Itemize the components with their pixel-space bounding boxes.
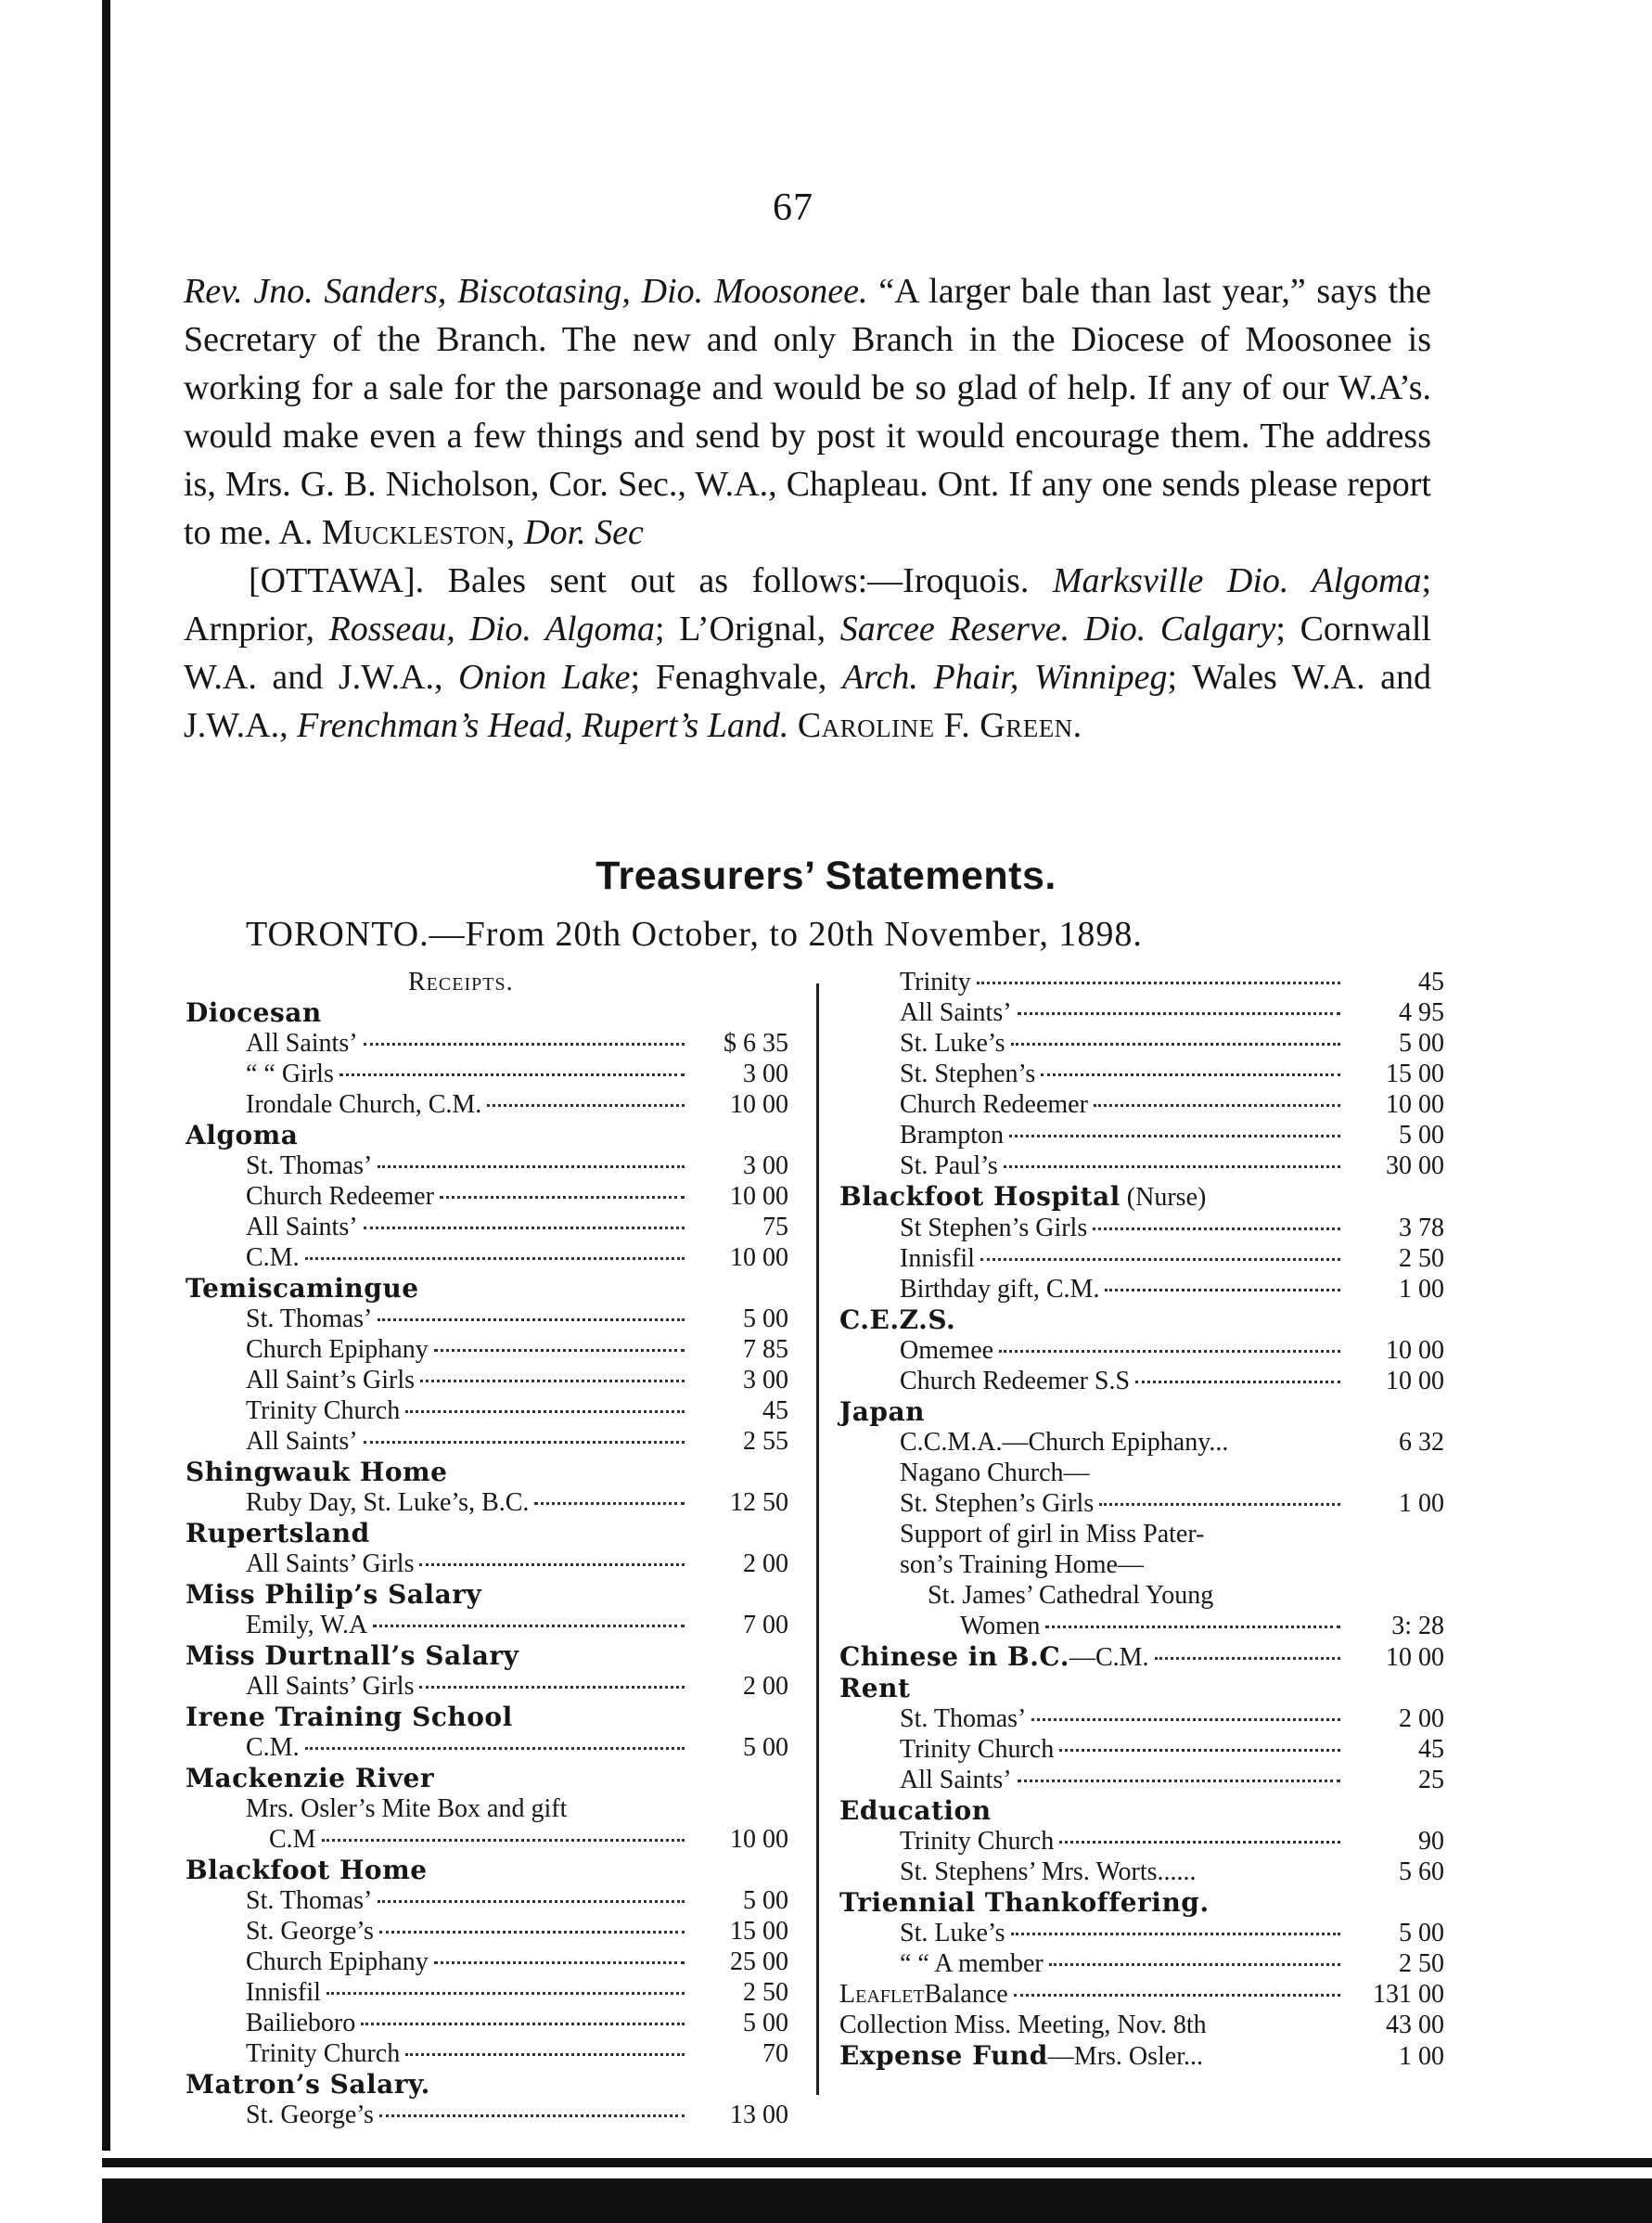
intro-paragraph-1 — [184, 267, 1431, 557]
group-title: Irene Training School — [186, 1702, 513, 1732]
entry-text: Support of girl in Miss Pater- — [900, 1520, 1205, 1548]
entry-label: Collection Miss. Meeting, Nov. 8th — [839, 2011, 1207, 2039]
entry-label: Birthday gift, C.M. — [900, 1275, 1100, 1304]
entry-row — [186, 1885, 788, 1916]
entry-label: Trinity Church — [246, 2039, 401, 2068]
entry-label: Innisfil — [900, 1244, 975, 1273]
entry-row — [186, 1916, 788, 1947]
entry-row — [839, 1979, 1444, 2010]
entry-label: Church Redeemer — [246, 1182, 434, 1211]
entry-label: Innisfil — [246, 1978, 321, 2007]
entry-amount: 5 00 — [743, 2009, 788, 2037]
entry-amount: 3 00 — [743, 1151, 788, 1180]
entry-row — [186, 1977, 788, 2008]
entry-label: St. Luke’s — [900, 1029, 1005, 1058]
page-number: 67 — [773, 186, 813, 229]
entry-label: All Saints’ — [246, 1029, 358, 1058]
leader-dots — [373, 1625, 685, 1627]
entry-row — [186, 1732, 788, 1763]
leader-dots — [1041, 1073, 1340, 1076]
entry-amount: 10 00 — [730, 1182, 788, 1211]
entry-amount: 5 00 — [1399, 1919, 1444, 1947]
entry-amount: 10 00 — [730, 1243, 788, 1272]
entry-row — [186, 1304, 788, 1334]
group-title: Diocesan — [186, 997, 322, 1028]
entry-row — [839, 1765, 1444, 1795]
entry-label: St. Thomas’ — [246, 1304, 373, 1333]
entry-label: Bailieboro — [246, 2009, 356, 2037]
group-title: Mackenzie River — [186, 1763, 435, 1793]
leader-dots — [364, 1043, 685, 1046]
page-edge-bar — [102, 0, 110, 2152]
leader-dots — [434, 1961, 685, 1964]
p2-h: Sarcee Reserve. Dio. Calgary — [839, 610, 1276, 649]
entry-amount: 3 78 — [1399, 1214, 1444, 1242]
leader-dots — [339, 1073, 685, 1076]
entry-label: All Saints’ — [246, 1213, 358, 1241]
entry-label-prefix: Leaflet — [839, 1980, 925, 2009]
leader-dots — [1011, 1933, 1340, 1935]
group-note: (Nurse) — [1120, 1183, 1207, 1212]
intro-signer: Muckleston, — [321, 513, 516, 552]
entry-amount: 45 — [1418, 1735, 1444, 1764]
leader-dots — [487, 1104, 685, 1107]
leader-dots — [1018, 1780, 1340, 1782]
entry-amount: 6 32 — [1399, 1428, 1444, 1457]
entry-amount: 25 — [1418, 1766, 1444, 1794]
intro-signer-role: Dor. Sec — [515, 513, 644, 552]
intro-text — [184, 267, 1431, 750]
entry-label: St Stephen’s Girls — [900, 1214, 1088, 1242]
leader-dots — [378, 1318, 685, 1321]
entry-row — [186, 1059, 788, 1089]
entry-row — [186, 1671, 788, 1702]
entry-text: Nagano Church— — [900, 1458, 1090, 1487]
intro-author: Rev. Jno. Sanders, Biscotasing, Dio. Moosonee. — [184, 272, 868, 311]
leader-dots — [434, 1349, 685, 1352]
entry-label: St. Thomas’ — [246, 1151, 373, 1180]
leader-dots — [379, 1931, 685, 1934]
left-column — [186, 967, 788, 2130]
p2-j: Onion Lake — [458, 658, 631, 697]
leader-dots — [1094, 1104, 1340, 1107]
leader-dots — [1059, 1749, 1340, 1752]
entry-amount: 4 95 — [1399, 998, 1444, 1027]
entry-row — [839, 1918, 1444, 1948]
entry-amount: 1 00 — [1399, 2042, 1444, 2071]
entry-label: —Mrs. Osler... — [1047, 2042, 1204, 2071]
group-title: Japan — [839, 1396, 925, 1427]
entry-amount: 15 00 — [1386, 1060, 1444, 1088]
entry-amount: 43 00 — [1386, 2011, 1444, 2039]
group-title: Algoma — [186, 1120, 299, 1150]
leader-dots — [1093, 1227, 1340, 1230]
leader-dots — [420, 1380, 685, 1382]
entry-amount: 5 00 — [743, 1733, 788, 1762]
entry-row — [839, 2040, 1444, 2072]
leader-dots — [364, 1441, 685, 1444]
leader-dots — [1018, 1012, 1340, 1015]
p2-c — [1203, 561, 1227, 600]
entry-label: Church Epiphany — [246, 1335, 429, 1364]
entry-label: All Saints’ — [246, 1427, 358, 1456]
leader-dots — [440, 1196, 685, 1199]
statements-subtitle: TORONTO.—From 20th October, to 20th November, 1898. — [246, 915, 1143, 954]
section-title: Treasurers’ Statements. — [595, 854, 1057, 898]
entry-label: All Saints’ — [900, 1766, 1012, 1794]
group-title: Triennial Thankoffering. — [839, 1887, 1210, 1918]
entry-label: St. George’s — [246, 1917, 374, 1946]
leader-dots — [1031, 1718, 1340, 1721]
entry-label: All Saint’s Girls — [246, 1366, 416, 1394]
entry-row — [186, 1548, 788, 1579]
leader-dots — [1004, 1165, 1340, 1168]
entry-text: St. James’ Cathedral Young — [928, 1581, 1214, 1610]
entry-amount: 5 00 — [1399, 1121, 1444, 1150]
entry-amount: 131 00 — [1373, 1980, 1444, 2009]
entry-label: Church Epiphany — [246, 1947, 429, 1976]
entry-amount: 75 — [762, 1213, 788, 1241]
group-title: Shingwauk Home — [186, 1457, 448, 1487]
leader-dots — [1099, 1503, 1340, 1506]
group-title: Blackfoot Home — [186, 1855, 428, 1885]
entry-row — [839, 1857, 1444, 1887]
entry-amount: 3 00 — [743, 1060, 788, 1088]
entry-label: C.C.M.A.—Church Epiphany... — [900, 1428, 1229, 1457]
p2-l: Arch. Phair, Winnipeg — [841, 658, 1168, 697]
entry-amount: 90 — [1418, 1827, 1444, 1856]
entry-label: Trinity Church — [900, 1735, 1055, 1764]
intro-body: “A larger bale than last year,” says the Secretary of the Branch. The new and only Branch in the Diocese of Moosonee is working for a sale for the parsonage and would be so glad of help. If any of our W.A’s. would make even a few things and send by post it would encourage them. The address is, Mrs. G. B. Nicholson, Cor. Sec., W.A., Chapleau. Ont. If any one sends please report to me. A. — [184, 272, 1431, 552]
entry-amount: 1 00 — [1399, 1489, 1444, 1518]
group-title: Miss Durtnall’s Salary — [186, 1640, 519, 1671]
entry-label: Trinity Church — [246, 1396, 401, 1425]
entry-amount: 2 50 — [743, 1978, 788, 2007]
entry-row — [186, 1150, 788, 1181]
entry-row — [839, 1641, 1444, 1673]
entry-row — [186, 2038, 788, 2069]
entry-text: Mrs. Osler’s Mite Box and gift — [246, 1794, 568, 1823]
p2-b: Marksville — [1052, 561, 1204, 600]
entry-label: Trinity — [900, 968, 971, 996]
entry-label: Trinity Church — [900, 1827, 1055, 1856]
entry-row — [186, 2100, 788, 2130]
leader-dots — [378, 1900, 685, 1903]
entry-label: St. Thomas’ — [900, 1704, 1027, 1733]
entry-row — [839, 2010, 1444, 2040]
entry-label: Church Redeemer S.S — [900, 1367, 1131, 1395]
leader-dots — [999, 1350, 1340, 1353]
leader-dots — [1155, 1657, 1340, 1660]
entry-row — [186, 1028, 788, 1059]
group-title: Rupertsland — [186, 1518, 370, 1548]
entry-label: Balance — [924, 1980, 1008, 2009]
entry-row — [186, 1334, 788, 1365]
entry-amount: 25 00 — [730, 1947, 788, 1976]
entry-amount: 30 00 — [1386, 1151, 1444, 1180]
entry-row — [186, 1181, 788, 1212]
entry-row — [839, 1274, 1444, 1304]
entry-row — [186, 1947, 788, 1977]
right-column — [839, 967, 1444, 2072]
entry-row — [839, 1120, 1444, 1150]
entry-amount: 70 — [762, 2039, 788, 2068]
entry-row — [186, 1395, 788, 1426]
entry-row — [186, 1426, 788, 1457]
entry-amount: 5 00 — [1399, 1029, 1444, 1058]
entry-amount: 10 00 — [1386, 1090, 1444, 1119]
leader-dots — [361, 2023, 685, 2025]
entry-amount: 7 85 — [743, 1335, 788, 1364]
entry-label: C.M. — [246, 1243, 300, 1272]
entry-row — [839, 1150, 1444, 1181]
entry-amount: 2 50 — [1399, 1244, 1444, 1273]
entry-label: St. Paul’s — [900, 1151, 998, 1180]
entry-label: All Saints’ Girls — [246, 1672, 415, 1701]
entry-label: Church Redeemer — [900, 1090, 1088, 1119]
leader-dots — [405, 1410, 685, 1413]
entry-amount: 45 — [1418, 968, 1444, 996]
leader-dots — [534, 1502, 685, 1505]
entry-amount: 10 00 — [1386, 1643, 1444, 1672]
bottom-rule — [102, 2151, 1652, 2223]
leader-dots — [1059, 1841, 1340, 1844]
entry-row — [186, 1089, 788, 1120]
entry-text: son’s Training Home— — [900, 1550, 1144, 1579]
entry-row — [186, 1610, 788, 1640]
group-title: Chinese in B.C. — [839, 1641, 1069, 1672]
p2-n: Frenchman’s Head, Rupert’s Land. — [297, 706, 789, 745]
entry-amount: 3: 28 — [1391, 1612, 1444, 1640]
entry-label: St. Stephen’s — [900, 1060, 1036, 1088]
leader-dots — [1014, 1994, 1340, 1997]
entry-row — [186, 1212, 788, 1242]
entry-amount: 2 00 — [743, 1549, 788, 1578]
leader-dots — [1045, 1625, 1340, 1628]
leader-dots — [364, 1227, 685, 1229]
group-title: Matron’s Salary. — [186, 2069, 430, 2100]
receipts-heading: Receipts. — [408, 968, 514, 996]
column-divider — [816, 983, 819, 2095]
entry-label: St. George’s — [246, 2101, 374, 2129]
leader-dots — [405, 2053, 685, 2056]
group-title: Expense Fund — [839, 2040, 1048, 2071]
leader-dots — [1135, 1381, 1340, 1383]
entry-label: St. Stephens’ Mrs. Worts...... — [900, 1857, 1197, 1886]
entry-label: Emily, W.A — [246, 1611, 368, 1639]
entry-label: St. Thomas’ — [246, 1886, 373, 1915]
entry-row — [839, 1826, 1444, 1857]
entry-row — [839, 1089, 1444, 1120]
entry-label: “ “ Girls — [246, 1060, 334, 1088]
entry-row — [839, 1028, 1444, 1059]
leader-dots — [322, 1839, 685, 1842]
entry-row — [186, 2008, 788, 2038]
entry-label: “ “ A member — [900, 1949, 1044, 1978]
leader-dots — [1105, 1289, 1340, 1291]
entry-amount: 3 00 — [743, 1366, 788, 1394]
entry-label: Ruby Day, St. Luke’s, B.C. — [246, 1488, 530, 1517]
leader-dots — [327, 1992, 685, 1995]
entry-amount: 7 00 — [743, 1611, 788, 1639]
entry-row — [186, 1824, 788, 1855]
entry-amount: 5 00 — [743, 1304, 788, 1333]
group-title: Rent — [839, 1673, 911, 1703]
p2-a: [OTTAWA]. Bales sent out as follows:—Iroquois. — [249, 561, 1053, 600]
group-title: Miss Philip’s Salary — [186, 1579, 482, 1610]
entry-amount: 2 50 — [1399, 1949, 1444, 1978]
entry-amount: 45 — [762, 1396, 788, 1425]
entry-amount: 15 00 — [730, 1917, 788, 1946]
entry-label: All Saints’ — [900, 998, 1012, 1027]
entry-label: St. Stephen’s Girls — [900, 1489, 1095, 1518]
entry-label: All Saints’ Girls — [246, 1549, 415, 1578]
entry-label: —C.M. — [1069, 1643, 1149, 1672]
entry-amount: $ 6 35 — [724, 1029, 788, 1058]
leader-dots — [1009, 1135, 1340, 1137]
entry-amount: 5 00 — [743, 1886, 788, 1915]
entry-amount: 5 60 — [1399, 1857, 1444, 1886]
entry-row — [186, 1242, 788, 1273]
entry-label: Irondale Church, C.M. — [246, 1090, 482, 1119]
leader-dots — [1049, 1963, 1340, 1966]
p2-g: ; L’Orignal, — [654, 610, 840, 649]
entry-row — [839, 1366, 1444, 1396]
group-title: Temiscamingue — [186, 1273, 419, 1304]
entry-label: Brampton — [900, 1121, 1004, 1150]
entry-amount: 10 00 — [730, 1825, 788, 1854]
entry-label: C.M — [269, 1825, 316, 1854]
entry-row — [839, 1427, 1444, 1458]
leader-dots — [1011, 1043, 1340, 1046]
entry-amount: 13 00 — [730, 2101, 788, 2129]
p2-m: ; Wales W.A. and J.W.A., — [184, 658, 1432, 745]
entry-amount: 1 00 — [1399, 1275, 1444, 1304]
entry-row — [839, 967, 1444, 997]
p2-f: Rosseau, Dio. Algoma — [328, 610, 655, 649]
entry-amount: 2 00 — [743, 1672, 788, 1701]
entry-amount: 2 00 — [1399, 1704, 1444, 1733]
entry-amount: 10 00 — [730, 1090, 788, 1119]
group-title: Blackfoot Hospital — [839, 1181, 1121, 1212]
entry-row — [839, 1611, 1444, 1641]
p2-k: ; Fenaghvale, — [630, 658, 842, 697]
leader-dots — [980, 1258, 1340, 1261]
leader-dots — [378, 1165, 685, 1168]
p2-e: ; Arnprior, — [184, 561, 1432, 649]
entry-label: Omemee — [900, 1336, 994, 1365]
entry-label: St. Luke’s — [900, 1919, 1005, 1947]
entry-row — [839, 1059, 1444, 1089]
entry-row — [839, 1243, 1444, 1274]
entry-amount: 10 00 — [1386, 1367, 1444, 1395]
intro-paragraph-2 — [184, 557, 1431, 750]
p2-signer: Caroline F. Green. — [797, 706, 1082, 745]
leader-dots — [419, 1686, 685, 1689]
leader-dots — [379, 2114, 685, 2117]
group-title: Education — [839, 1795, 992, 1826]
entry-label: Women — [960, 1612, 1041, 1640]
entry-row — [839, 1213, 1444, 1243]
p2-d: Dio. Algoma — [1226, 561, 1422, 600]
entry-row — [839, 1488, 1444, 1519]
entry-label: C.M. — [246, 1733, 300, 1762]
entry-row — [186, 1487, 788, 1518]
leader-dots — [977, 982, 1340, 984]
entry-row — [839, 997, 1444, 1028]
leader-dots — [305, 1257, 685, 1260]
entry-amount: 12 50 — [730, 1488, 788, 1517]
entry-row — [839, 1703, 1444, 1734]
group-heading — [839, 1181, 1444, 1213]
p2-i: ; Cornwall W.A. and J.W.A., — [184, 610, 1431, 697]
group-title: C.E.Z.S. — [839, 1304, 956, 1335]
leader-dots — [419, 1563, 685, 1566]
leader-dots — [305, 1747, 685, 1750]
entry-row — [839, 1948, 1444, 1979]
entry-amount: 10 00 — [1386, 1336, 1444, 1365]
entry-amount: 2 55 — [743, 1427, 788, 1456]
entry-row — [186, 1365, 788, 1395]
entry-row — [839, 1335, 1444, 1366]
entry-row — [839, 1734, 1444, 1765]
